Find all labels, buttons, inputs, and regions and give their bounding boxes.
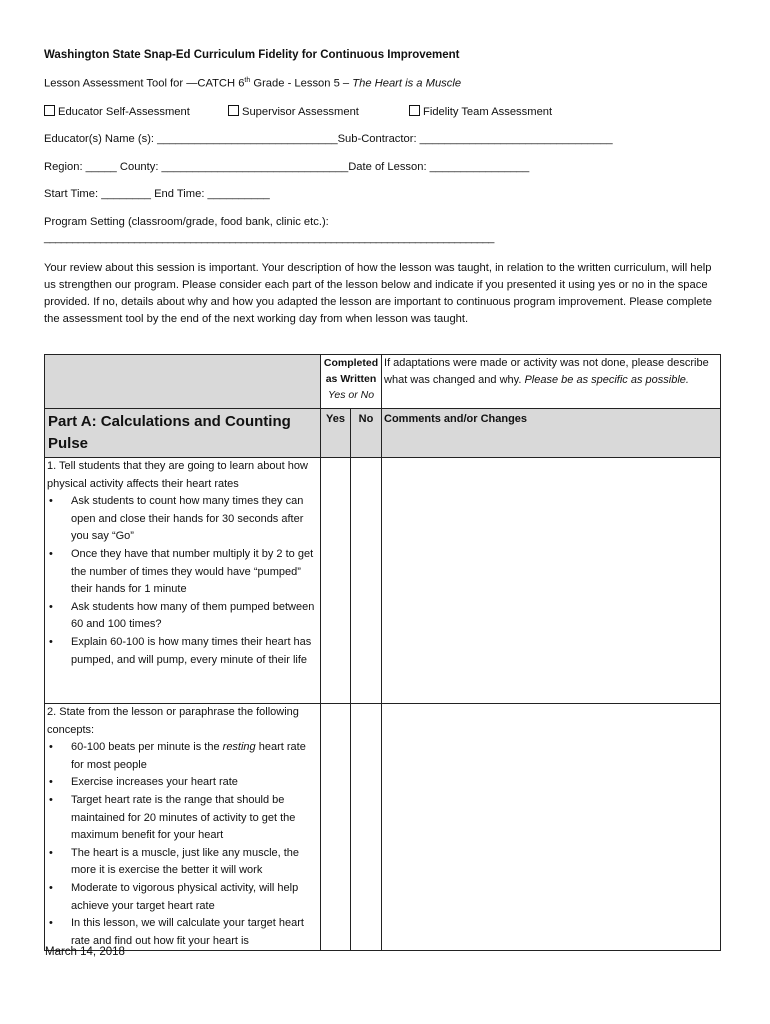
yes-column-header: Yes xyxy=(321,409,351,458)
item-1-no-cell[interactable] xyxy=(351,458,382,704)
item-2-no-cell[interactable] xyxy=(351,704,382,951)
item-1-comments-cell[interactable] xyxy=(382,458,721,704)
part-a-table xyxy=(44,354,721,951)
list-item: • Ask students how many of them pumped between 60 and 100 times? xyxy=(47,599,318,634)
checkbox-supervisor[interactable]: Supervisor Assessment xyxy=(228,105,359,118)
item-1-yes-cell[interactable] xyxy=(321,458,351,704)
educator-name-field[interactable]: Educator(s) Name (s): _____________________________Sub-Contractor: _______________________________ xyxy=(44,133,613,145)
list-item: • Explain 60-100 is how many times their heart has pumped, and will pump, every minute of their life xyxy=(47,634,318,669)
subtitle-prefix: Lesson Assessment Tool for —CATCH 6 xyxy=(44,77,245,90)
list-item: • In this lesson, we will calculate your target heart rate and find out how fit your heart is xyxy=(47,915,318,950)
item-1-cell xyxy=(45,458,321,704)
list-item: • Exercise increases your heart rate xyxy=(47,774,318,792)
subtitle-sup: th xyxy=(244,77,251,84)
program-setting-line[interactable]: ________________________________________________________________________________ xyxy=(44,232,494,244)
program-setting-label: Program Setting (classroom/grade, food bank, clinic etc.): xyxy=(44,216,329,228)
list-item: • The heart is a muscle, just like any muscle, the more it is exercise the better it will work xyxy=(47,845,318,880)
completed-header: Completed as Written Yes or No xyxy=(321,355,382,409)
list-item: • Target heart rate is the range that should be maintained for 20 minutes of activity to get the maximum benefit for your heart xyxy=(47,792,318,845)
form-title: Washington State Snap-Ed Curriculum Fidelity for Continuous Improvement xyxy=(44,49,460,61)
intro-paragraph: Your review about this session is important. Your description of how the lesson was taught, in relation to the written curriculum, will help us strengthen our program. Please consider each part of the lesson below and indicate if you presented it using yes or no in the space provided. If no, details about why and how you adapted the lesson are important to continuous program improvement. Please complete the assessment tool by the end of the next working day from when lesson was taught. xyxy=(44,262,712,325)
list-item: • Once they have that number multiply it by 2 to get the number of times they would have “pumped” their hands for 1 minute xyxy=(47,546,318,599)
time-field[interactable]: Start Time: ________ End Time: __________ xyxy=(44,188,270,200)
table-row xyxy=(45,704,721,951)
checkbox-square-icon[interactable] xyxy=(228,105,239,116)
item-2-yes-cell[interactable] xyxy=(321,704,351,951)
header-blank-cell xyxy=(45,355,321,409)
subtitle-lesson-name: The Heart is a Muscle xyxy=(352,77,462,90)
footer-date: March 14, 2018 xyxy=(45,946,125,958)
region-field[interactable]: Region: _____ County: ______________________________Date of Lesson: ________________ xyxy=(44,161,530,173)
list-item: • Moderate to vigorous physical activity, will help achieve your target heart rate xyxy=(47,880,318,915)
item-2-cell xyxy=(45,704,321,951)
list-item: • 60-100 beats per minute is the resting heart rate for most people xyxy=(47,739,318,774)
part-a-row xyxy=(45,409,721,458)
adaptations-header: If adaptations were made or activity was not done, please describe what was changed and why. Please be as specific as possible. xyxy=(382,355,721,409)
table-row xyxy=(45,458,721,704)
item-2-lead: 2. State from the lesson or paraphrase the following concepts: xyxy=(47,706,299,736)
checkbox-square-icon[interactable] xyxy=(409,105,420,116)
no-column-header: No xyxy=(351,409,382,458)
item-1-lead: 1. Tell students that they are going to learn about how physical activity affects their heart rates xyxy=(47,460,308,490)
checkbox-educator-self[interactable]: Educator Self-Assessment xyxy=(44,105,190,118)
subtitle-mid: Grade - Lesson 5 – xyxy=(250,77,353,90)
item-2-comments-cell[interactable] xyxy=(382,704,721,951)
lesson-subtitle xyxy=(44,77,461,90)
checkbox-square-icon[interactable] xyxy=(44,105,55,116)
part-a-heading: Part A: Calculations and Counting Pulse xyxy=(45,409,321,458)
list-item: • Ask students to count how many times they can open and close their hands for 30 seconds after you say “Go” xyxy=(47,493,318,546)
comments-column-header: Comments and/or Changes xyxy=(382,409,721,458)
checkbox-fidelity-team[interactable]: Fidelity Team Assessment xyxy=(409,105,552,118)
table-header-row xyxy=(45,355,721,409)
